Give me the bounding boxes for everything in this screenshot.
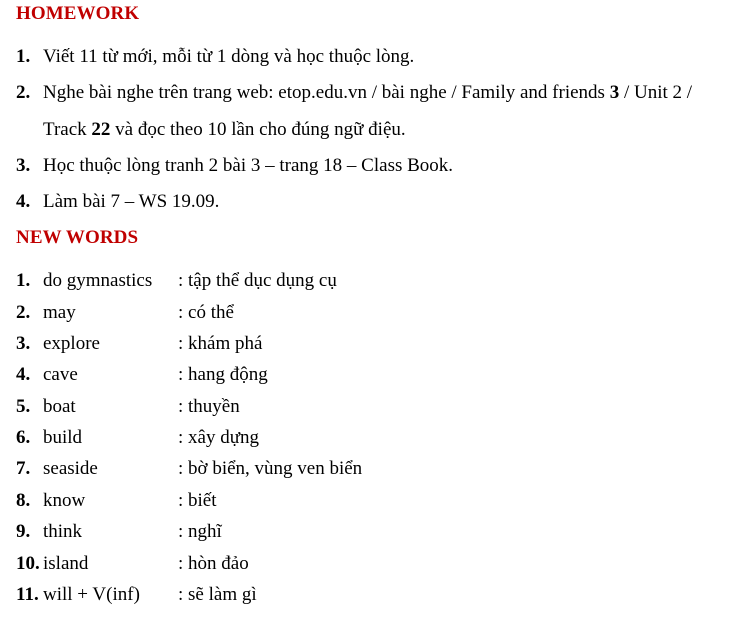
vocab-number: 6. — [16, 427, 31, 448]
new-words-heading: NEW WORDS — [16, 227, 139, 248]
vocab-number: 7. — [16, 458, 31, 479]
item-text: / Unit 2 / — [619, 82, 693, 103]
vocab-word: know — [43, 490, 86, 511]
vocab-meaning: : có thể — [178, 302, 234, 323]
item-text-bold: 22 — [91, 119, 111, 140]
vocab-meaning: : khám phá — [178, 333, 263, 354]
vocab-word: boat — [43, 396, 76, 417]
vocab-word: cave — [43, 364, 78, 385]
item-text: Nghe bài nghe trên trang web: etop.edu.vn / bài nghe / Family and friends — [43, 82, 610, 103]
vocab-word: will + V(inf) — [43, 584, 140, 605]
vocab-number: 3. — [16, 333, 31, 354]
vocab-word: think — [43, 521, 83, 542]
vocab-number: 10. — [16, 553, 40, 574]
vocab-meaning: : hòn đảo — [178, 553, 249, 574]
vocab-meaning: : tập thể dục dụng cụ — [178, 270, 337, 291]
vocab-meaning: : sẽ làm gì — [178, 584, 257, 605]
vocab-number: 5. — [16, 396, 31, 417]
item-text: Track — [43, 119, 92, 140]
vocab-word: island — [43, 553, 89, 574]
vocab-word: build — [43, 427, 83, 448]
homework-heading: HOMEWORK — [16, 3, 140, 24]
item-number: 3. — [16, 155, 31, 176]
homework-item-1 — [16, 46, 414, 68]
vocab-meaning: : thuyền — [178, 396, 240, 417]
item-number: 2. — [16, 82, 31, 103]
vocab-number: 8. — [16, 490, 31, 511]
vocab-number: 11. — [16, 584, 39, 605]
vocab-number: 2. — [16, 302, 31, 323]
homework-item-2-continued — [43, 119, 406, 141]
vocab-word: may — [43, 302, 76, 323]
item-text: Viết 11 từ mới, mỗi từ 1 dòng và học thuộc lòng. — [43, 46, 415, 67]
vocab-word: seaside — [43, 458, 98, 479]
vocab-number: 9. — [16, 521, 31, 542]
vocab-word: do gymnastics — [43, 270, 153, 291]
vocab-meaning: : bờ biển, vùng ven biển — [178, 458, 363, 479]
homework-item-2 — [16, 82, 692, 104]
vocab-meaning: : hang động — [178, 364, 268, 385]
item-text: Làm bài 7 – WS 19.09. — [43, 191, 220, 212]
vocab-number: 1. — [16, 270, 31, 291]
vocab-meaning: : nghĩ — [178, 521, 222, 542]
item-text-bold: 3 — [609, 82, 620, 103]
item-number: 4. — [16, 191, 31, 212]
vocab-number: 4. — [16, 364, 31, 385]
vocab-word: explore — [43, 333, 100, 354]
item-text: và đọc theo 10 lần cho đúng ngữ điệu. — [110, 119, 406, 140]
item-number: 1. — [16, 46, 31, 67]
homework-item-3 — [16, 155, 453, 177]
homework-item-4 — [16, 191, 219, 213]
vocab-meaning: : biết — [178, 490, 217, 511]
item-text: Học thuộc lòng tranh 2 bài 3 – trang 18 – Class Book. — [43, 155, 454, 176]
vocab-meaning: : xây dựng — [178, 427, 260, 448]
